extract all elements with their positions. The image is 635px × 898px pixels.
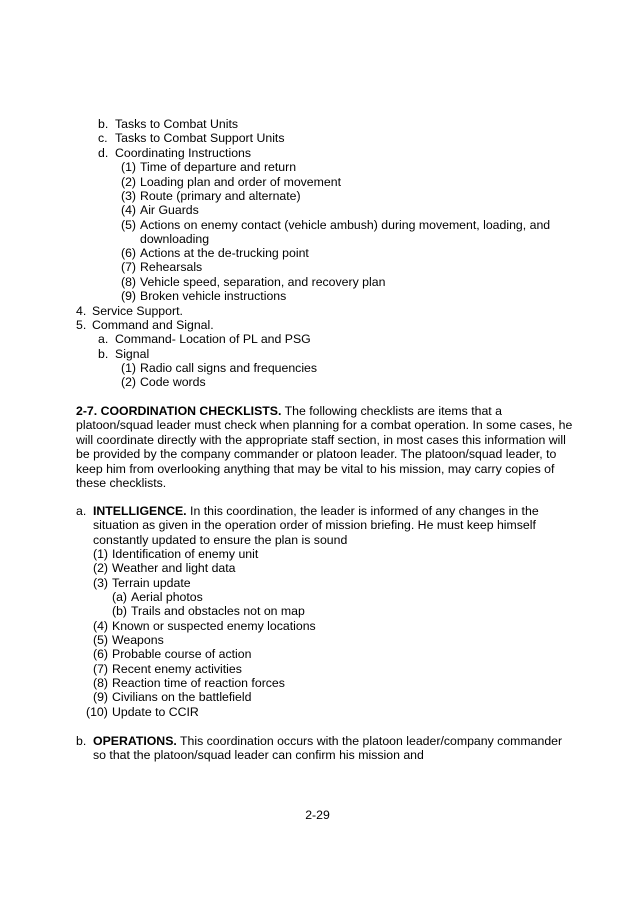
list-label: (8) [121, 275, 137, 289]
list-label: (3) [121, 189, 137, 203]
list-item: Terrain update [112, 576, 191, 590]
list-item: Identification of enemy unit [112, 547, 259, 561]
list-label: (10) [86, 705, 108, 719]
list-item: Probable course of action [112, 647, 252, 661]
list-item: Known or suspected enemy locations [112, 619, 316, 633]
list-label: (4) [121, 203, 137, 217]
list-item: Recent enemy activities [112, 662, 242, 676]
list-label: (1) [121, 160, 137, 174]
list-label: (4) [93, 619, 109, 633]
list-item: Time of departure and return [140, 160, 297, 174]
list-item: Vehicle speed, separation, and recovery plan [140, 275, 386, 289]
list-item: Signal [115, 347, 150, 361]
list-label: (9) [93, 690, 109, 704]
list-label: d. [98, 146, 109, 160]
list-item: Command- Location of PL and PSG [115, 332, 311, 346]
list-label: a. [98, 332, 109, 346]
list-label: (7) [93, 662, 109, 676]
item-label: b. [76, 734, 87, 748]
list-item: Civilians on the battlefield [112, 690, 252, 704]
operations-paragraph [93, 734, 568, 763]
operations-heading: OPERATIONS. [93, 734, 177, 748]
list-label: (2) [121, 375, 137, 389]
list-label: (1) [93, 547, 109, 561]
item-label: a. [76, 504, 87, 518]
list-label: (6) [93, 647, 109, 661]
list-item: Aerial photos [131, 590, 203, 604]
list-label: c. [98, 131, 108, 145]
list-label: 4. [76, 304, 87, 318]
list-label: (8) [93, 676, 109, 690]
list-item: Loading plan and order of movement [140, 175, 341, 189]
list-item: Rehearsals [140, 260, 203, 274]
list-item: Route (primary and alternate) [140, 189, 301, 203]
list-item: Coordinating Instructions [115, 146, 252, 160]
list-item: Radio call signs and frequencies [140, 361, 318, 375]
list-label: (1) [121, 361, 137, 375]
section-body: The following checklists are items that a platoon/squad leader must check when planning for a combat operation. In some cases, he will coordinate directly with the appropriate staff section, in most cases this information will be provided by the company commander or platoon leader. The platoon/squad leader, to keep him from overlooking anything that may be vital to his mission, may carry copies of these checklists. [76, 404, 573, 491]
list-label: (9) [121, 289, 137, 303]
list-item: Actions at the de-trucking point [140, 246, 309, 260]
list-label: b. [98, 347, 109, 361]
list-label: (5) [93, 633, 109, 647]
list-label: b. [98, 117, 109, 131]
list-item: Tasks to Combat Units [115, 117, 239, 131]
list-item: Trails and obstacles not on map [131, 604, 305, 618]
list-item: Actions on enemy contact (vehicle ambush) during movement, loading, and [140, 218, 551, 232]
section-paragraph [76, 404, 576, 490]
list-item: Service Support. [92, 304, 183, 318]
list-label: 5. [76, 318, 87, 332]
list-item: Broken vehicle instructions [140, 289, 287, 303]
list-item: Air Guards [140, 203, 199, 217]
list-item: Tasks to Combat Support Units [115, 131, 285, 145]
list-label: (7) [121, 260, 137, 274]
list-item: Code words [140, 375, 206, 389]
intelligence-paragraph [93, 504, 568, 547]
list-item: Update to CCIR [112, 705, 199, 719]
list-label: (6) [121, 246, 137, 260]
list-item: Weapons [112, 633, 164, 647]
list-item: Reaction time of reaction forces [112, 676, 285, 690]
section-heading: 2-7. COORDINATION CHECKLISTS. [76, 404, 282, 418]
intelligence-body: In this coordination, the leader is informed of any changes in the situation as given in the operation order of mission briefing. He must keep himself constantly updated to ensure the plan is sound [93, 504, 539, 547]
list-label: (b) [112, 604, 128, 618]
list-item-continuation: downloading [140, 232, 210, 246]
list-label: (2) [121, 175, 137, 189]
list-item: Weather and light data [112, 561, 236, 575]
list-label: (a) [112, 590, 128, 604]
list-item: Command and Signal. [92, 318, 214, 332]
list-label: (3) [93, 576, 109, 590]
operations-body: This coordination occurs with the platoon leader/company commander so that the platoon/squad leader can confirm his mission and [93, 734, 563, 763]
list-label: (5) [121, 218, 137, 232]
list-label: (2) [93, 561, 109, 575]
intelligence-heading: INTELLIGENCE. [93, 504, 187, 518]
page-number: 2-29 [305, 808, 330, 822]
